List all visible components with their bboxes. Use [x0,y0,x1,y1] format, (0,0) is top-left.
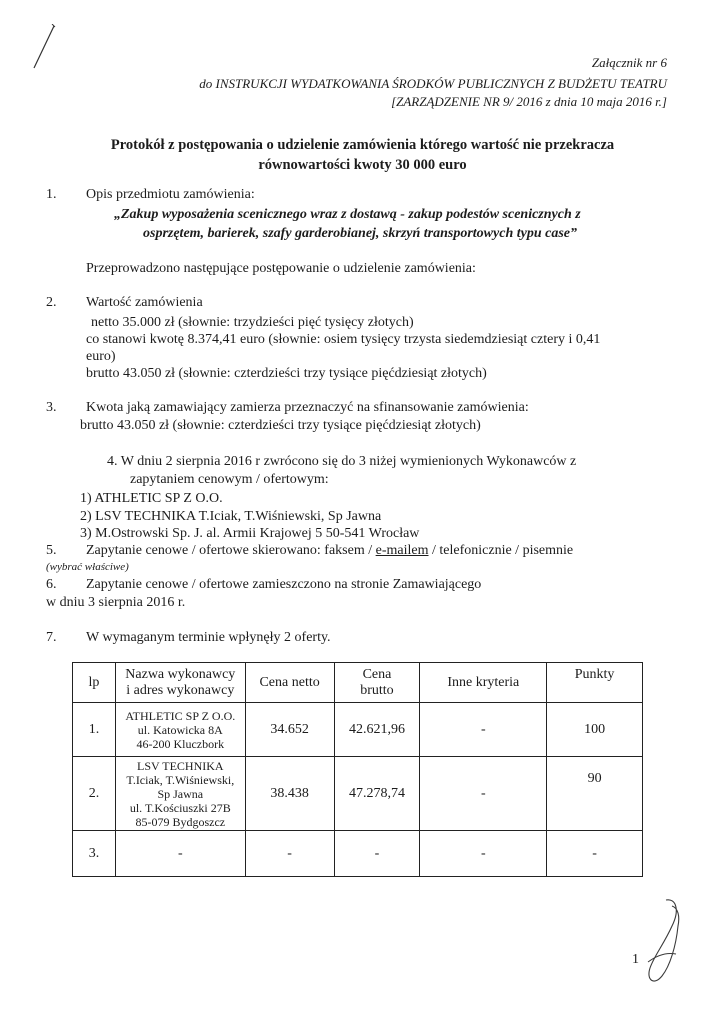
section1-number: 1. [46,187,57,202]
row1-other: - [420,703,547,757]
section4-line2: zapytaniem cenowym / ofertowym: [130,472,329,487]
value-brutto: brutto 43.050 zł (słownie: czterdzieści trzy tysiące pięćdziesiąt złotych) [86,366,487,381]
row3-points: - [547,831,643,877]
page-number: 1 [632,952,639,967]
section5-note: (wybrać właściwe) [46,561,129,573]
contractor-1: 1) ATHLETIC SP Z O.O. [80,491,223,506]
pen-mark [28,24,58,74]
order-subject-line1: „Zakup wyposażenia scenicznego wraz z dostawą - zakup podestów scenicznych z [114,207,581,222]
row3-other: - [420,831,547,877]
annex-regulation: [ZARZĄDZENIE NR 9/ 2016 z dnia 10 maja 2016 r.] [391,94,667,109]
row3-lp: 3. [73,831,116,877]
section5-text-after: / telefonicznie / pisemnie [428,543,574,558]
row2-other: - [420,757,547,831]
row1-contractor-name: ATHLETIC SP Z O.O. [125,708,236,723]
order-subject-line2: osprzętem, barierek, szafy garderobianej, skrzyń transportowych typu case” [143,226,577,241]
section3-label: Kwota jaką zamawiający zamierza przeznaczyć na sfinansowanie zamówienia: [86,400,529,415]
row2-lp: 2. [73,757,116,831]
header-lp: lp [73,663,116,703]
section6-number: 6. [46,577,57,592]
header-contractor [115,663,245,703]
row2-contractor-name: LSV TECHNIKA [137,758,224,773]
section6-line2: w dniu 3 sierpnia 2016 r. [46,595,186,610]
header-contractor-line1: Nazwa wykonawcy [125,666,236,682]
section7-number: 7. [46,630,57,645]
row2-contractor-street: ul. T.Kościuszki 27B [129,800,231,815]
section5-email-option: e-mailem [375,543,429,558]
row1-net: 34.652 [245,703,334,757]
procedure-statement: Przeprowadzono następujące postępowanie o udzielenie zamówienia: [86,261,476,276]
row2-contractor-city: 85-079 Bydgoszcz [135,814,226,829]
annex-instruction: do INSTRUKCJI WYDATKOWANIA ŚRODKÓW PUBLICZNYCH Z BUDŻETU TEATRU [199,76,667,91]
row2-contractor-owners: T.Iciak, T.Wiśniewski, [126,772,235,787]
header-net-price: Cena netto [245,663,334,703]
header-gross-price [334,663,420,703]
row1-gross: 42.621,96 [334,703,420,757]
document-title-line1: Protokół z postępowania o udzielenie zamówienia którego wartość nie przekracza [110,137,615,153]
header-contractor-line2: i adres wykonawcy [126,682,235,698]
table-row [73,831,643,877]
annex-label: Załącznik nr 6 [591,55,667,70]
header-gross-line1: Cena [362,666,392,682]
section2-number: 2. [46,295,57,310]
contractor-3: 3) M.Ostrowski Sp. J. al. Armii Krajowej 5 50-541 Wrocław [80,526,420,541]
header-points: Punkty [547,663,643,703]
header-gross-line2: brutto [360,682,394,698]
section5-number: 5. [46,543,57,558]
section5-text-before: Zapytanie cenowe / ofertowe skierowano: faksem / [86,543,376,558]
section6-line1: Zapytanie cenowe / ofertowe zamieszczono na stronie Zamawiającego [86,577,482,592]
table-header-row [73,663,643,703]
row2-net: 38.438 [245,757,334,831]
value-euro-line1: co stanowi kwotę 8.374,41 euro (słownie: osiem tysięcy trzysta siedemdziesiąt cztery i 0,41 [86,332,601,347]
row2-gross: 47.278,74 [334,757,420,831]
section3-number: 3. [46,400,57,415]
section4-line1: 4. W dniu 2 sierpnia 2016 r zwrócono się do 3 niżej wymienionych Wykonawców z [107,454,577,469]
row2-points: 90 [547,757,643,831]
budget-brutto: brutto 43.050 zł (słownie: czterdzieści trzy tysiące pięćdziesiąt złotych) [80,418,481,433]
row1-contractor-street: ul. Katowicka 8A [137,722,223,737]
section1-label: Opis przedmiotu zamówienia: [86,187,255,202]
offers-table [72,662,643,877]
document-title-line2: równowartości kwoty 30 000 euro [258,157,467,173]
signature [636,896,686,996]
table-row [73,703,643,757]
table-row [73,757,643,831]
section2-label: Wartość zamówienia [86,295,203,310]
section7-label: W wymaganym terminie wpłynęły 2 oferty. [86,630,331,645]
section5-text [86,543,573,559]
row3-contractor: - [115,831,245,877]
row1-contractor [115,703,245,757]
contractor-2: 2) LSV TECHNIKA T.Iciak, T.Wiśniewski, Sp Jawna [80,509,382,524]
row3-net: - [245,831,334,877]
value-netto: netto 35.000 zł (słownie: trzydzieści pięć tysięcy złotych) [91,315,414,330]
row2-contractor-form: Sp Jawna [157,786,204,801]
row1-points: 100 [547,703,643,757]
row3-gross: - [334,831,420,877]
value-euro-line2: euro) [86,349,116,364]
row1-contractor-city: 46-200 Kluczbork [136,736,225,751]
header-other-criteria: Inne kryteria [420,663,547,703]
row1-lp: 1. [73,703,116,757]
row2-contractor [115,757,245,831]
